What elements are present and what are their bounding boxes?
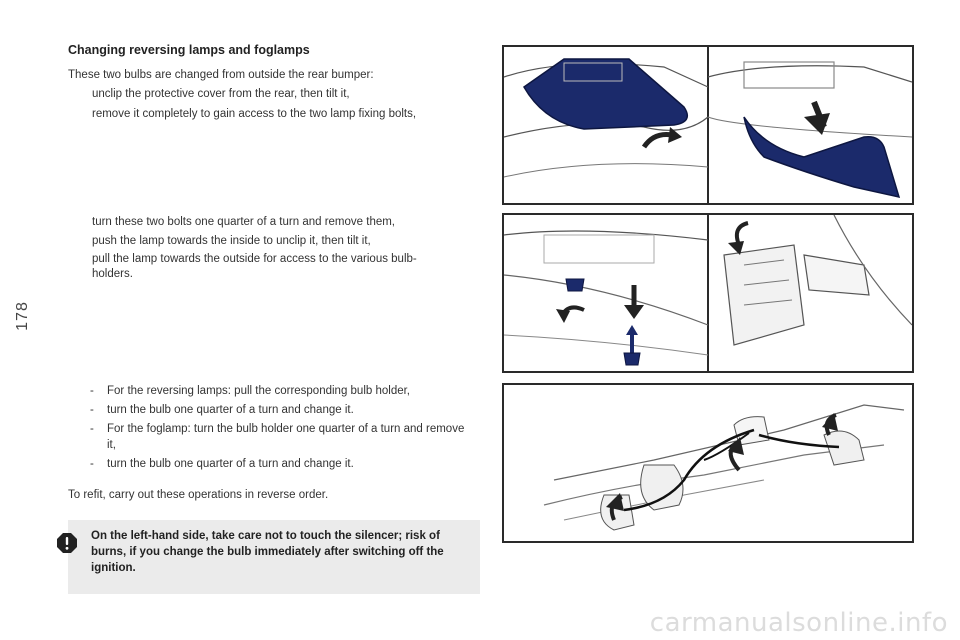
watermark: carmanualsonline.info	[649, 608, 948, 638]
sub-step-text: For the foglamp: turn the bulb holder one quarter of a turn and remove it,	[107, 423, 465, 451]
sub-step-item	[90, 402, 480, 418]
bolts-and-lamp-illustration	[502, 213, 914, 373]
step-text: unclip the protective cover from the rear, then tilt it,	[92, 88, 350, 100]
step-item	[68, 215, 468, 230]
step-text: turn these two bolts one quarter of a turn and remove them,	[92, 216, 396, 228]
step-item	[68, 252, 448, 282]
warning-text: On the left-hand side, take care not to touch the silencer; risk of burns, if you change the bulb immediately after switching off the ignition.	[91, 530, 444, 574]
cover-removal-illustration	[502, 45, 914, 205]
sub-step-text: turn the bulb one quarter of a turn and change it.	[107, 458, 354, 470]
dash-mark: -	[90, 423, 94, 435]
sub-step-item	[90, 383, 480, 399]
section-heading: Changing reversing lamps and foglamps	[68, 43, 310, 57]
dash-mark: -	[90, 404, 94, 416]
sub-step-text: turn the bulb one quarter of a turn and change it.	[107, 404, 354, 416]
dash-mark: -	[90, 458, 94, 470]
step-item	[68, 107, 468, 122]
sub-step-item	[90, 421, 475, 453]
sub-step-item	[90, 456, 480, 472]
page-number	[8, 296, 38, 336]
intro-text: These two bulbs are changed from outside the rear bumper:	[68, 69, 374, 81]
step-text: pull the lamp towards the outside for access to the various bulb-holders.	[92, 253, 417, 280]
step-text: push the lamp towards the inside to unclip it, then tilt it,	[92, 235, 371, 247]
sub-step-text: For the reversing lamps: pull the corresponding bulb holder,	[107, 385, 411, 397]
step-text: remove it completely to gain access to the two lamp fixing bolts,	[92, 108, 417, 120]
step-item	[68, 87, 468, 102]
dash-mark: -	[90, 385, 94, 397]
bulb-holders-illustration	[502, 383, 914, 543]
step-item	[68, 234, 468, 249]
exclamation-icon	[56, 532, 78, 554]
page-number-text: 178	[13, 301, 31, 331]
refit-note: To refit, carry out these operations in reverse order.	[68, 489, 329, 501]
